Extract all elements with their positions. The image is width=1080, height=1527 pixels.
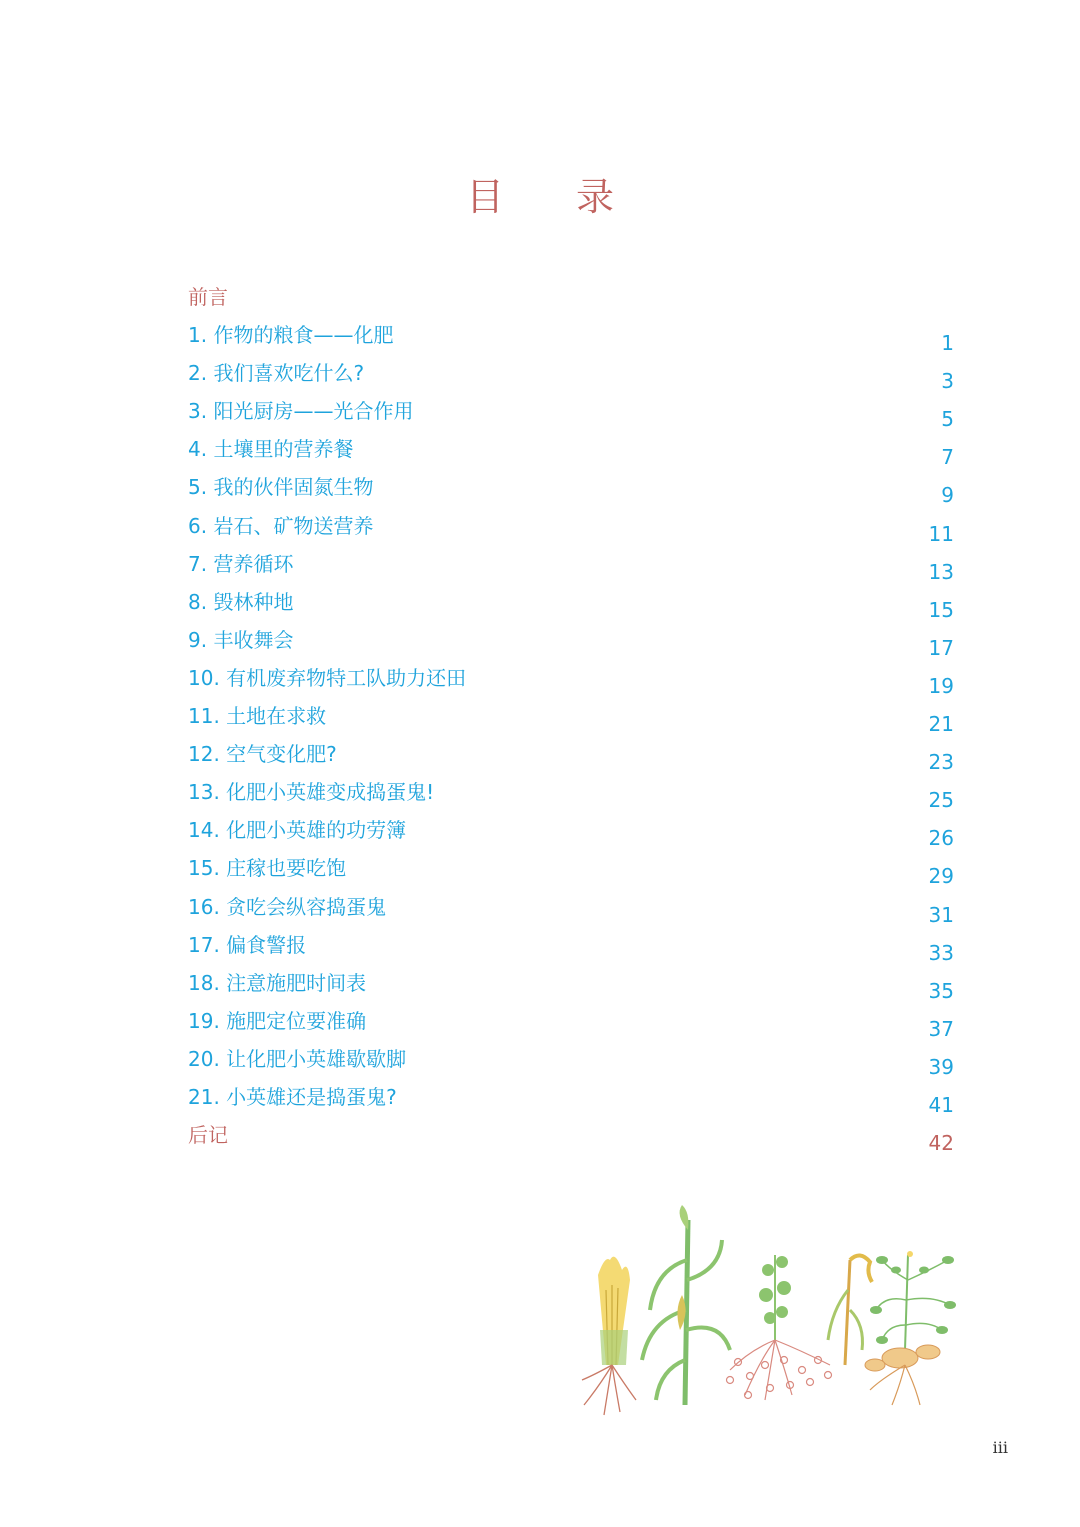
wheat-plant-icon (582, 1257, 636, 1415)
toc-entry-label: 6. 岩石、矿物送营养 (188, 513, 374, 538)
toc-entry-label: 4. 土壤里的营养餐 (188, 437, 354, 462)
toc-entry-label: 3. 阳光厨房——光合作用 (188, 399, 414, 424)
toc-entry-label: 14. 化肥小英雄的功劳簿 (188, 818, 407, 843)
toc-entry-page: 23 (928, 750, 954, 775)
toc-entry-page: 41 (928, 1092, 954, 1117)
toc-entry[interactable] (188, 928, 954, 966)
toc-entry[interactable] (188, 1004, 954, 1042)
toc-entry-page: 26 (928, 826, 954, 851)
toc-entry-page: 42 (928, 1131, 954, 1156)
toc-entry[interactable] (188, 813, 954, 851)
title-char-1: 目 (465, 175, 504, 219)
rice-plant-icon (828, 1255, 872, 1365)
toc-entry-page: 5 (941, 407, 954, 432)
toc-entry-label: 15. 庄稼也要吃饱 (188, 856, 347, 881)
toc-entry[interactable] (188, 1042, 954, 1080)
toc-entry-label: 18. 注意施肥时间表 (188, 970, 367, 995)
toc-entry[interactable] (188, 699, 954, 737)
toc-entry-afterword[interactable] (188, 1118, 954, 1156)
toc-entry-page: 35 (928, 978, 954, 1003)
soybean-plant-icon (727, 1255, 832, 1400)
toc-entry-label: 11. 土地在求救 (188, 704, 327, 729)
toc-entry-page: 25 (928, 788, 954, 813)
toc-entry-label: 2. 我们喜欢吃什么? (188, 361, 365, 386)
toc-entry-page: 9 (941, 483, 954, 508)
toc-entry[interactable] (188, 775, 954, 813)
toc-entry-page: 1 (941, 331, 954, 356)
page-title (0, 166, 1080, 221)
toc-entry-label: 20. 让化肥小英雄歇歇脚 (188, 1046, 407, 1071)
toc-entry-page: 37 (928, 1016, 954, 1041)
toc-entry-label: 9. 丰收舞会 (188, 627, 294, 652)
peanut-plant-icon (865, 1251, 956, 1405)
toc-entry-label: 1. 作物的粮食——化肥 (188, 323, 394, 348)
toc-entry-page: 29 (928, 864, 954, 889)
toc-entry[interactable] (188, 547, 954, 585)
toc-entry-label: 19. 施肥定位要准确 (188, 1008, 367, 1033)
toc-entry-page: 3 (941, 369, 954, 394)
toc-entry[interactable] (188, 509, 954, 547)
toc-entry-label: 5. 我的伙伴固氮生物 (188, 475, 374, 500)
toc-entry[interactable] (188, 394, 954, 432)
page-number: iii (992, 1438, 1008, 1457)
crop-plants-illustration (570, 1200, 980, 1420)
toc-entry-label: 16. 贪吃会纵容捣蛋鬼 (188, 894, 387, 919)
toc-entry-page: 15 (928, 597, 954, 622)
toc-entry[interactable] (188, 737, 954, 775)
toc-entry[interactable] (188, 1080, 954, 1118)
toc-entry-label: 10. 有机废弃物特工队助力还田 (188, 665, 467, 690)
toc-entry[interactable] (188, 356, 954, 394)
toc-entry[interactable] (188, 470, 954, 508)
toc-entry[interactable] (188, 890, 954, 928)
toc-entry[interactable] (188, 966, 954, 1004)
toc-entry-page: 31 (928, 902, 954, 927)
toc-entry-label: 后记 (188, 1123, 228, 1148)
toc-entry-page: 21 (928, 712, 954, 737)
toc-entry-label: 7. 营养循环 (188, 551, 294, 576)
table-of-contents (188, 280, 954, 1156)
toc-entry[interactable] (188, 623, 954, 661)
toc-entry-page: 11 (928, 521, 954, 546)
toc-entry-label: 12. 空气变化肥? (188, 742, 337, 767)
toc-entry[interactable] (188, 318, 954, 356)
toc-entry-label: 前言 (188, 285, 228, 309)
toc-entry-page: 39 (928, 1054, 954, 1079)
corn-plant-icon (642, 1205, 730, 1405)
toc-entry-page: 17 (928, 635, 954, 660)
toc-entry-page: 33 (928, 940, 954, 965)
toc-entry-preface[interactable] (188, 280, 954, 318)
toc-entry[interactable] (188, 661, 954, 699)
toc-entry[interactable] (188, 432, 954, 470)
toc-entry-label: 21. 小英雄还是捣蛋鬼? (188, 1084, 397, 1109)
toc-entry-page: 7 (941, 445, 954, 470)
toc-entry-label: 17. 偏食警报 (188, 932, 307, 957)
title-char-2: 录 (576, 175, 615, 219)
toc-entry-label: 8. 毁林种地 (188, 589, 294, 614)
toc-entry[interactable] (188, 585, 954, 623)
toc-entry[interactable] (188, 851, 954, 889)
toc-entry-label: 13. 化肥小英雄变成捣蛋鬼! (188, 780, 435, 805)
toc-entry-page: 19 (928, 673, 954, 698)
toc-entry-page: 13 (928, 559, 954, 584)
